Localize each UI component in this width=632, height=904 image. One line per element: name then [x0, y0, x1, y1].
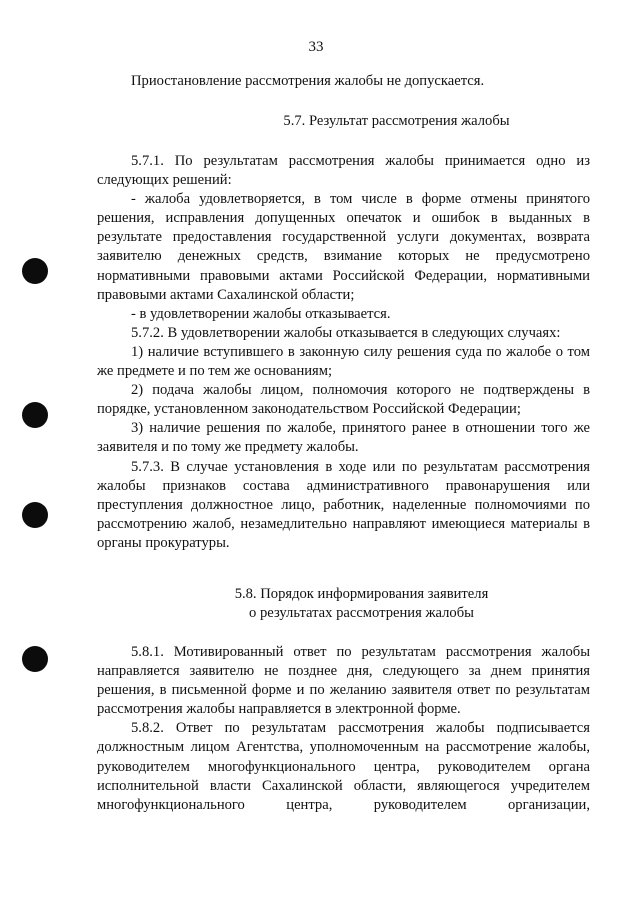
- paragraph-5-7-1: 5.7.1. По результатам рассмотрения жалобы принимается одно из: [131, 153, 590, 169]
- section-5-8-heading-line1: 5.8. Порядок информирования заявителя: [234, 586, 489, 602]
- paragraph-5-8-2: 5.8.2. Ответ по результатам рассмотрения жалобы подписывается должностным лицом Агентства, уполномоченным на рассмотрение жалобы, руководителем многофункционального центра, руководителем органа исполнительной власти Сахалинской области, являющегося учредителем многофункционального центра, руководителем организации,: [97, 720, 590, 813]
- decision-satisfied: - жалоба удовлетворяется, в том числе в форме отмены принятого решения, исправления допущенных опечаток и ошибок в выданных в результате предоставления государственной услуги документах, возврата заявителю денежных средств, взимание которых не предусмотрено нормативными правовыми актами Российской Федерации, нормативными правовыми актами Сахалинской области;: [97, 191, 590, 303]
- paragraph-5-7-1-cont: следующих решений:: [97, 172, 232, 189]
- punch-hole-1: [22, 258, 48, 284]
- refusal-case-1: 1) наличие вступившего в законную силу решения суда по жалобе о том же предмете и по тем же основаниям;: [97, 343, 590, 380]
- punch-hole-2: [22, 402, 48, 428]
- paragraph-5-7-3: 5.7.3. В случае установления в ходе или по результатам рассмотрения жалобы признаков состава административного правонарушения или преступления должностное лицо, работник, наделенные полномочиями по рассмотрению жалоб, незамедлительно направляют имеющиеся материалы в органы прокуратуры.: [97, 458, 590, 551]
- decision-refused: - в удовлетворении жалобы отказывается.: [131, 305, 391, 322]
- refusal-case-3: 3) наличие решения по жалобе, принятого ранее в отношении того же заявителя и по тому же предмету жалобы.: [97, 420, 590, 456]
- punch-hole-3: [22, 502, 48, 528]
- refusal-case-2: 2) подача жалобы лицом, полномочия которого не подтверждены в порядке, установленном законодательством Российской Федерации;: [97, 382, 590, 418]
- section-5-7-body: [97, 152, 590, 553]
- section-5-8-body: [97, 643, 590, 815]
- punch-hole-4: [22, 646, 48, 672]
- paragraph-5-8-1: 5.8.1. Мотивированный ответ по результатам рассмотрения жалобы направляется заявителю не позднее дня, следующего за днем принятия решения, в письменной форме и по желанию заявителя ответ по результатам рассмотрения жалобы направляется в электронной форме.: [97, 644, 590, 718]
- page-number: 33: [308, 39, 324, 55]
- section-5-8-heading-line2: о результатах рассмотрения жалобы: [249, 605, 474, 621]
- section-5-7-heading: 5.7. Результат рассмотрения жалобы: [283, 113, 510, 129]
- intro-line: Приостановление рассмотрения жалобы не допускается.: [131, 73, 485, 89]
- paragraph-5-7-2: 5.7.2. В удовлетворении жалобы отказывается в следующих случаях:: [131, 324, 561, 341]
